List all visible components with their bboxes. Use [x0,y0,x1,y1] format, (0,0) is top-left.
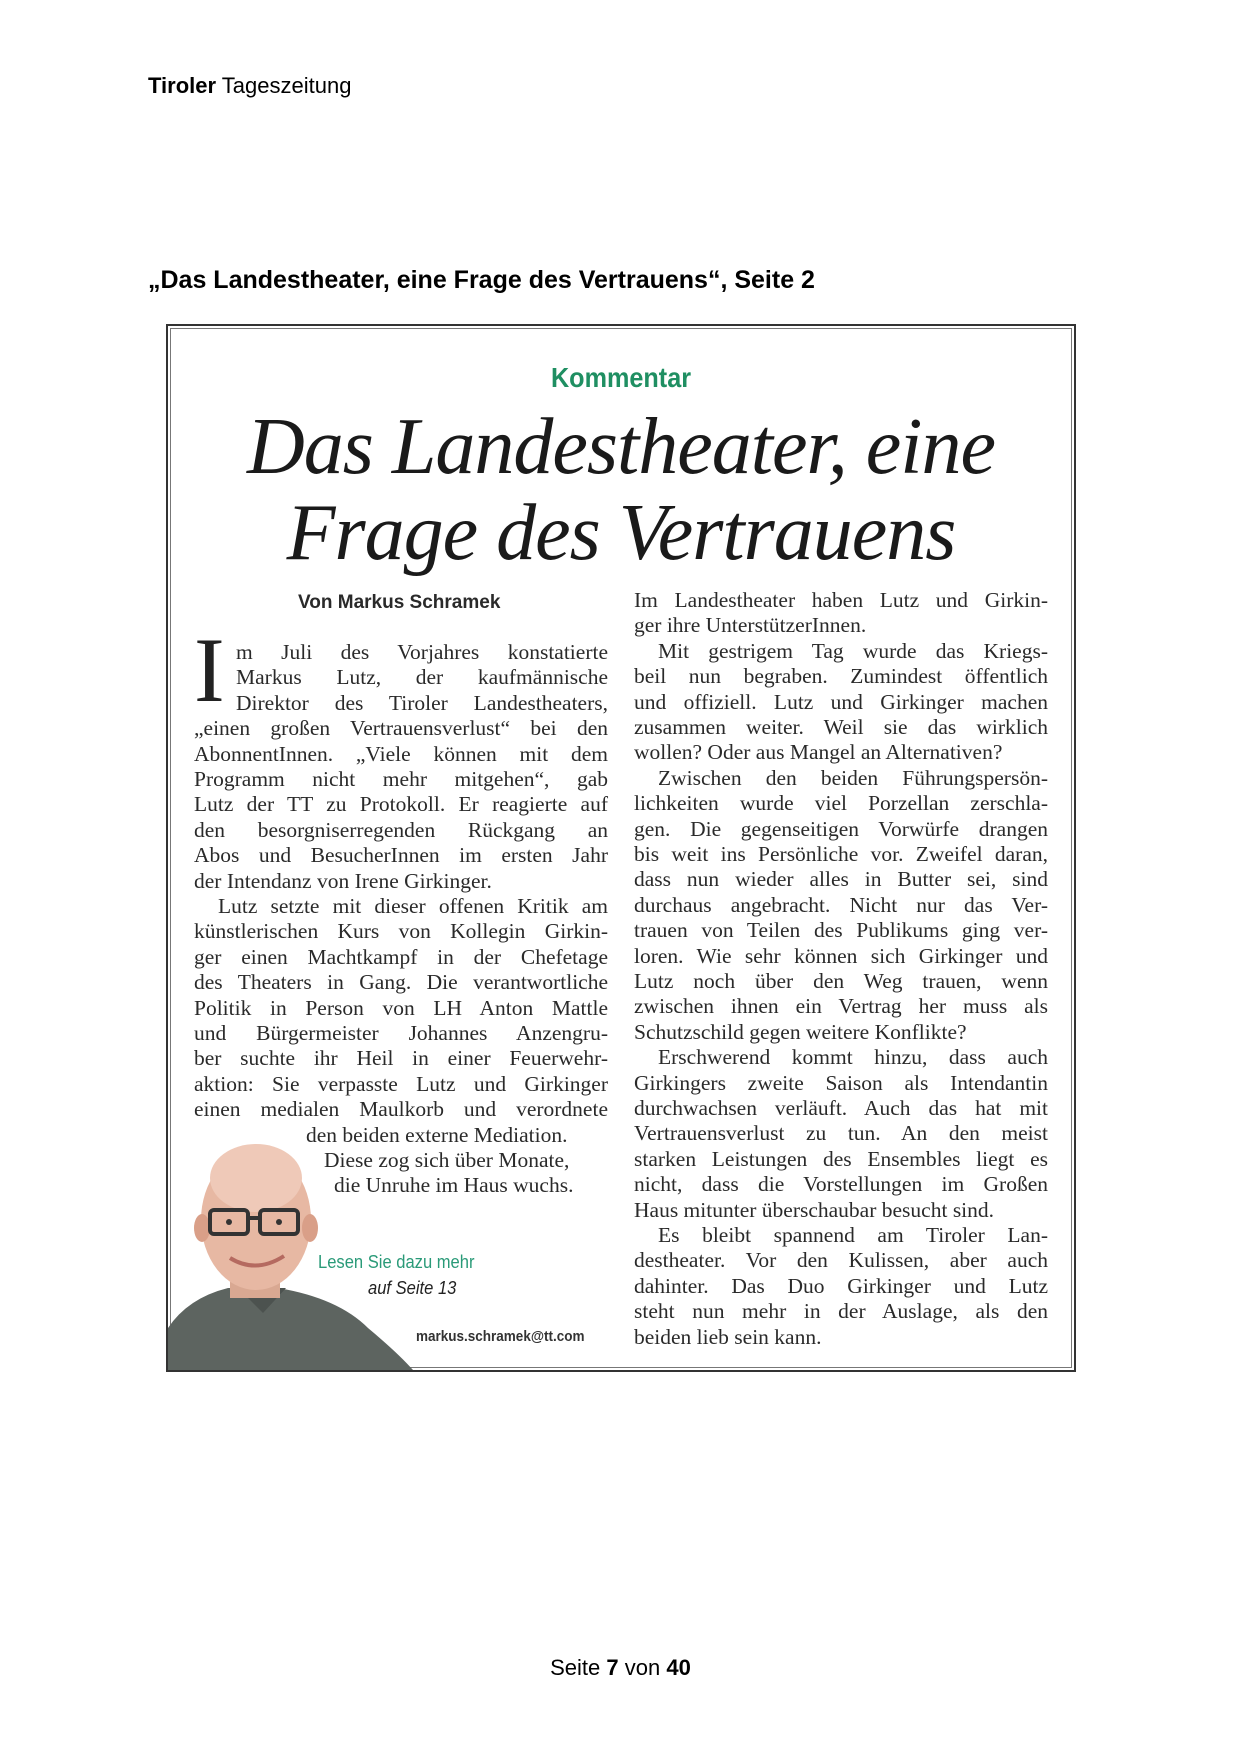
brand-rest: Tageszeitung [221,73,352,98]
total-pages: 40 [666,1655,691,1680]
article-line: nicht, dass die Vorstellungen im Großen [634,1172,1048,1197]
byline: Von Markus Schramek [298,592,501,613]
newspaper-clipping [166,324,1076,1372]
article-line: ger einen Machtkampf in der Chefetage [194,944,608,969]
headline-line-1: Das Landestheater, eine [246,403,995,491]
article-line: durchaus angebracht. Nicht nur das Ver- [634,892,1048,917]
article-line: Lutz der TT zu Protokoll. Er reagierte auf [194,792,608,817]
article-line: steht nun mehr in der Auslage, als den [634,1299,1048,1324]
article-line: Girkingers zweite Saison als Intendantin [634,1070,1048,1095]
article-line: den beiden externe Mediation. [306,1122,568,1147]
article-line: Erschwerend kommt hinzu, dass auch [658,1045,1048,1070]
article-line: Direktor des Tiroler Landestheaters, [236,690,608,715]
newspaper-name [148,73,351,99]
article-line: wollen? Oder aus Mangel an Alternativen? [634,740,1003,765]
article-line: zwischen ihnen ein Vertrag her muss als [634,994,1048,1019]
article-line: Lutz noch über den Weg trauen, wenn [634,969,1048,993]
article-line: durchwachsen verläuft. Auch das hat mit [634,1096,1048,1120]
article-line: Schutzschild gegen weitere Konflikte? [634,1019,967,1044]
article-line: dass nun wieder alles in Butter sei, sind [634,867,1048,892]
article-line: „einen großen Vertrauensverlust“ bei den [194,716,608,741]
article-line: Abos und BesucherInnen im ersten Jahr [194,843,608,868]
article-line: bis weit ins Persönliche vor. Zweifel daran, [634,842,1048,866]
article-line: aktion: Sie verpasste Lutz und Girkinger [194,1071,608,1096]
article-line: Haus mitunter überschaubar besucht sind. [634,1197,995,1222]
article-line: des Theaters in Gang. Die verantwortliche [194,970,608,995]
page-prefix: Seite [550,1655,601,1680]
article-line: Programm nicht mehr mitgehen“, gab [194,767,608,791]
article-line: Politik in Person von LH Anton Mattle [194,995,608,1020]
article-line: Vertrauensverlust zu tun. An den meist [634,1121,1048,1146]
article-line: dahinter. Das Duo Girkinger und Lutz [634,1273,1048,1298]
brand-bold: Tiroler [148,73,217,98]
kicker: Kommentar [550,362,692,393]
read-more-label: Lesen Sie dazu mehr [318,1252,475,1272]
page-number [0,1655,1241,1681]
article-reference: „Das Landestheater, eine Frage des Vertrauens“, Seite 2 [148,266,815,294]
article-line: ger ihre UnterstützerInnen. [634,613,867,638]
article-line: ber suchte ihr Heil in einer Feuerwehr- [194,1046,608,1071]
article-line: Im Landestheater haben Lutz und Girkin- [634,588,1048,612]
read-more-page[interactable]: auf Seite 13 [368,1278,457,1298]
article-line: Lutz setzte mit dieser offenen Kritik am [218,894,608,918]
article-line: Es bleibt spannend am Tiroler Lan- [658,1223,1048,1247]
article-line: Markus Lutz, der kaufmännische [236,665,608,690]
article-line: und offiziell. Lutz und Girkinger machen [634,689,1048,714]
article-line: künstlerischen Kurs von Kollegin Girkin- [194,919,608,944]
article-line: AbonnentInnen. „Viele können mit dem [194,741,608,766]
article-line: die Unruhe im Haus wuchs. [334,1173,574,1198]
author-email[interactable]: markus.schramek@tt.com [416,1328,585,1345]
article-line: destheater. Vor den Kulissen, aber auch [634,1248,1048,1273]
article-line: gen. Die gegenseitigen Vorwürfe drangen [634,816,1048,841]
article-line: Diese zog sich über Monate, [324,1148,570,1172]
current-page: 7 [606,1655,619,1680]
article-line: trauen von Teilen des Publikums ging ver- [634,918,1048,943]
article-line: der Intendanz von Irene Girkinger. [194,868,492,893]
page-middle: von [624,1655,661,1680]
headline-line-2: Frage des Vertrauens [286,489,956,577]
article-line: beiden lieb sein kann. [634,1324,822,1349]
article-line: den besorgniserregenden Rückgang an [194,817,608,842]
drop-cap: I [194,619,225,721]
article-line: m Juli des Vorjahres konstatierte [236,640,608,664]
article-line: beil nun begraben. Zumindest öffentlich [634,664,1048,689]
article-line: einen medialen Maulkorb und verordnete [194,1097,608,1122]
article-line: lichkeiten wurde viel Porzellan zerschla- [634,791,1048,816]
article-line: und Bürgermeister Johannes Anzengru- [194,1021,608,1045]
article-line: Zwischen den beiden Führungspersön- [658,765,1048,790]
article-line: loren. Wie sehr können sich Girkinger und [634,943,1048,968]
article-line: zusammen weiter. Weil sie das wirklich [634,715,1048,739]
article-line: starken Leistungen des Ensembles liegt es [634,1146,1048,1171]
article-line: Mit gestrigem Tag wurde das Kriegs- [658,638,1048,663]
